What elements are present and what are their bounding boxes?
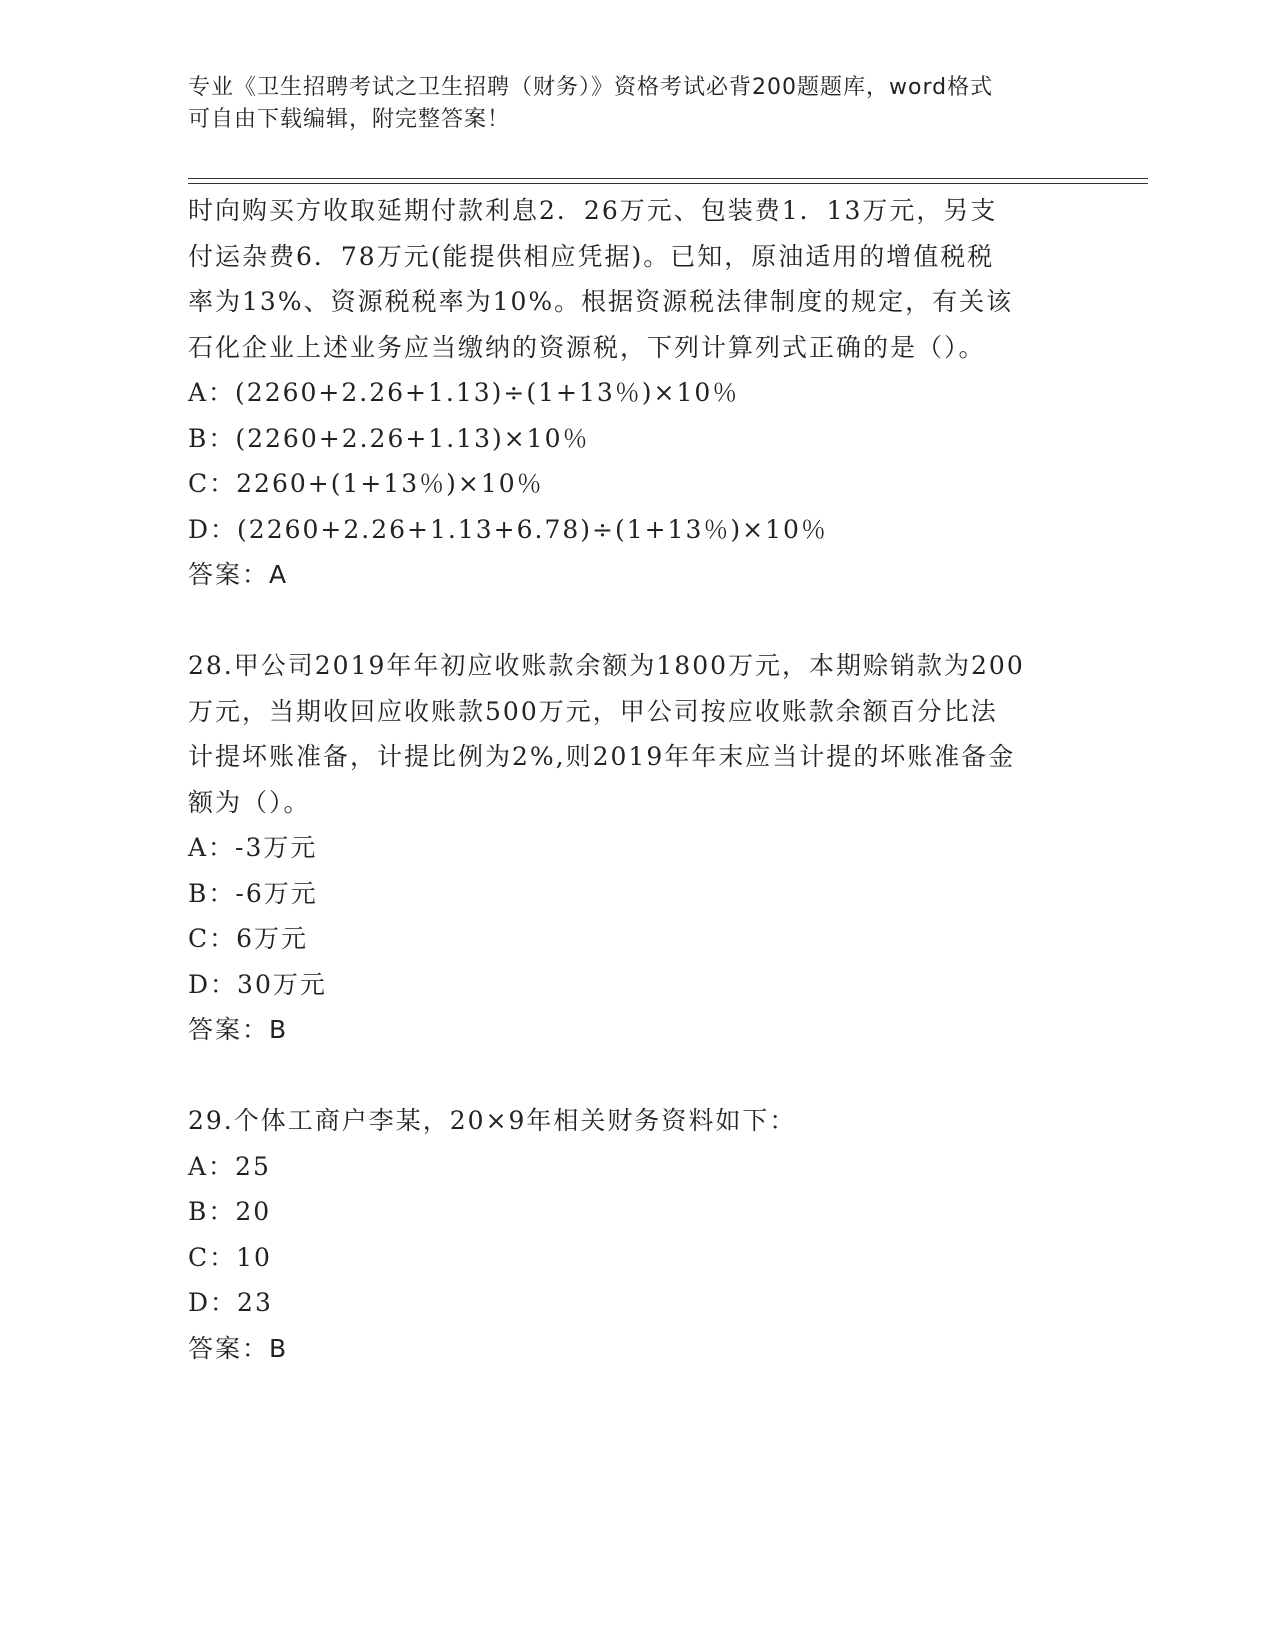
document-body — [188, 188, 1068, 1371]
option-c: C：6万元 — [188, 924, 309, 953]
option-d: D：30万元 — [188, 969, 327, 999]
spacer — [188, 1053, 1068, 1099]
option-c: C：10 — [188, 1242, 272, 1272]
answer-line: 答案：B — [188, 1015, 289, 1044]
question-stem-line: 石化企业上述业务应当缴纳的资源税，下列计算列式正确的是（）。 — [188, 332, 986, 362]
question-stem-line: 计提坏账准备，计提比例为2%,则2019年年末应当计提的坏账准备金 — [188, 742, 1016, 771]
option-c: C：2260+(1+13％)×10％ — [188, 469, 544, 498]
question-stem-line: 付运杂费6．78万元(能提供相应凭据)。已知，原油适用的增值税税 — [188, 241, 995, 271]
option-a: A：(2260+2.26+1.13)÷(1+13％)×10％ — [188, 378, 740, 407]
option-b: B：(2260+2.26+1.13)×10％ — [188, 423, 590, 453]
answer-line: 答案：B — [188, 1333, 289, 1363]
header-divider-bottom — [188, 183, 1148, 184]
option-a: A：25 — [188, 1151, 271, 1181]
spacer — [188, 598, 1068, 644]
option-d: D：23 — [188, 1288, 273, 1317]
option-b: B：20 — [188, 1197, 272, 1226]
document-header — [188, 72, 1068, 136]
question-27 — [188, 188, 1068, 598]
header-line-2: 可自由下载编辑，附完整答案！ — [188, 107, 511, 132]
question-stem-line: 29.个体工商户李某，20×9年相关财务资料如下： — [188, 1106, 797, 1135]
header-line-1: 专业《卫生招聘考试之卫生招聘（财务）》资格考试必背200题题库，word格式 — [188, 75, 994, 100]
question-stem-line: 28.甲公司2019年年初应收账款余额为1800万元，本期赊销款为200 — [188, 651, 1025, 680]
option-d: D：(2260+2.26+1.13+6.78)÷(1+13％)×10％ — [188, 514, 828, 544]
option-a: A：-3万元 — [188, 833, 318, 862]
question-stem-line: 额为（）。 — [188, 787, 311, 817]
question-29 — [188, 1098, 1068, 1371]
option-b: B：-6万元 — [188, 878, 318, 908]
question-stem-line: 万元，当期收回应收账款500万元，甲公司按应收账款余额百分比法 — [188, 696, 998, 726]
header-divider-top — [188, 178, 1148, 179]
question-stem-line: 时向购买方收取延期付款利息2．26万元、包装费1．13万元，另支 — [188, 196, 998, 225]
question-stem-line: 率为13%、资源税税率为10%。根据资源税法律制度的规定，有关该 — [188, 287, 1014, 316]
question-28 — [188, 643, 1068, 1053]
answer-line: 答案：A — [188, 560, 289, 589]
